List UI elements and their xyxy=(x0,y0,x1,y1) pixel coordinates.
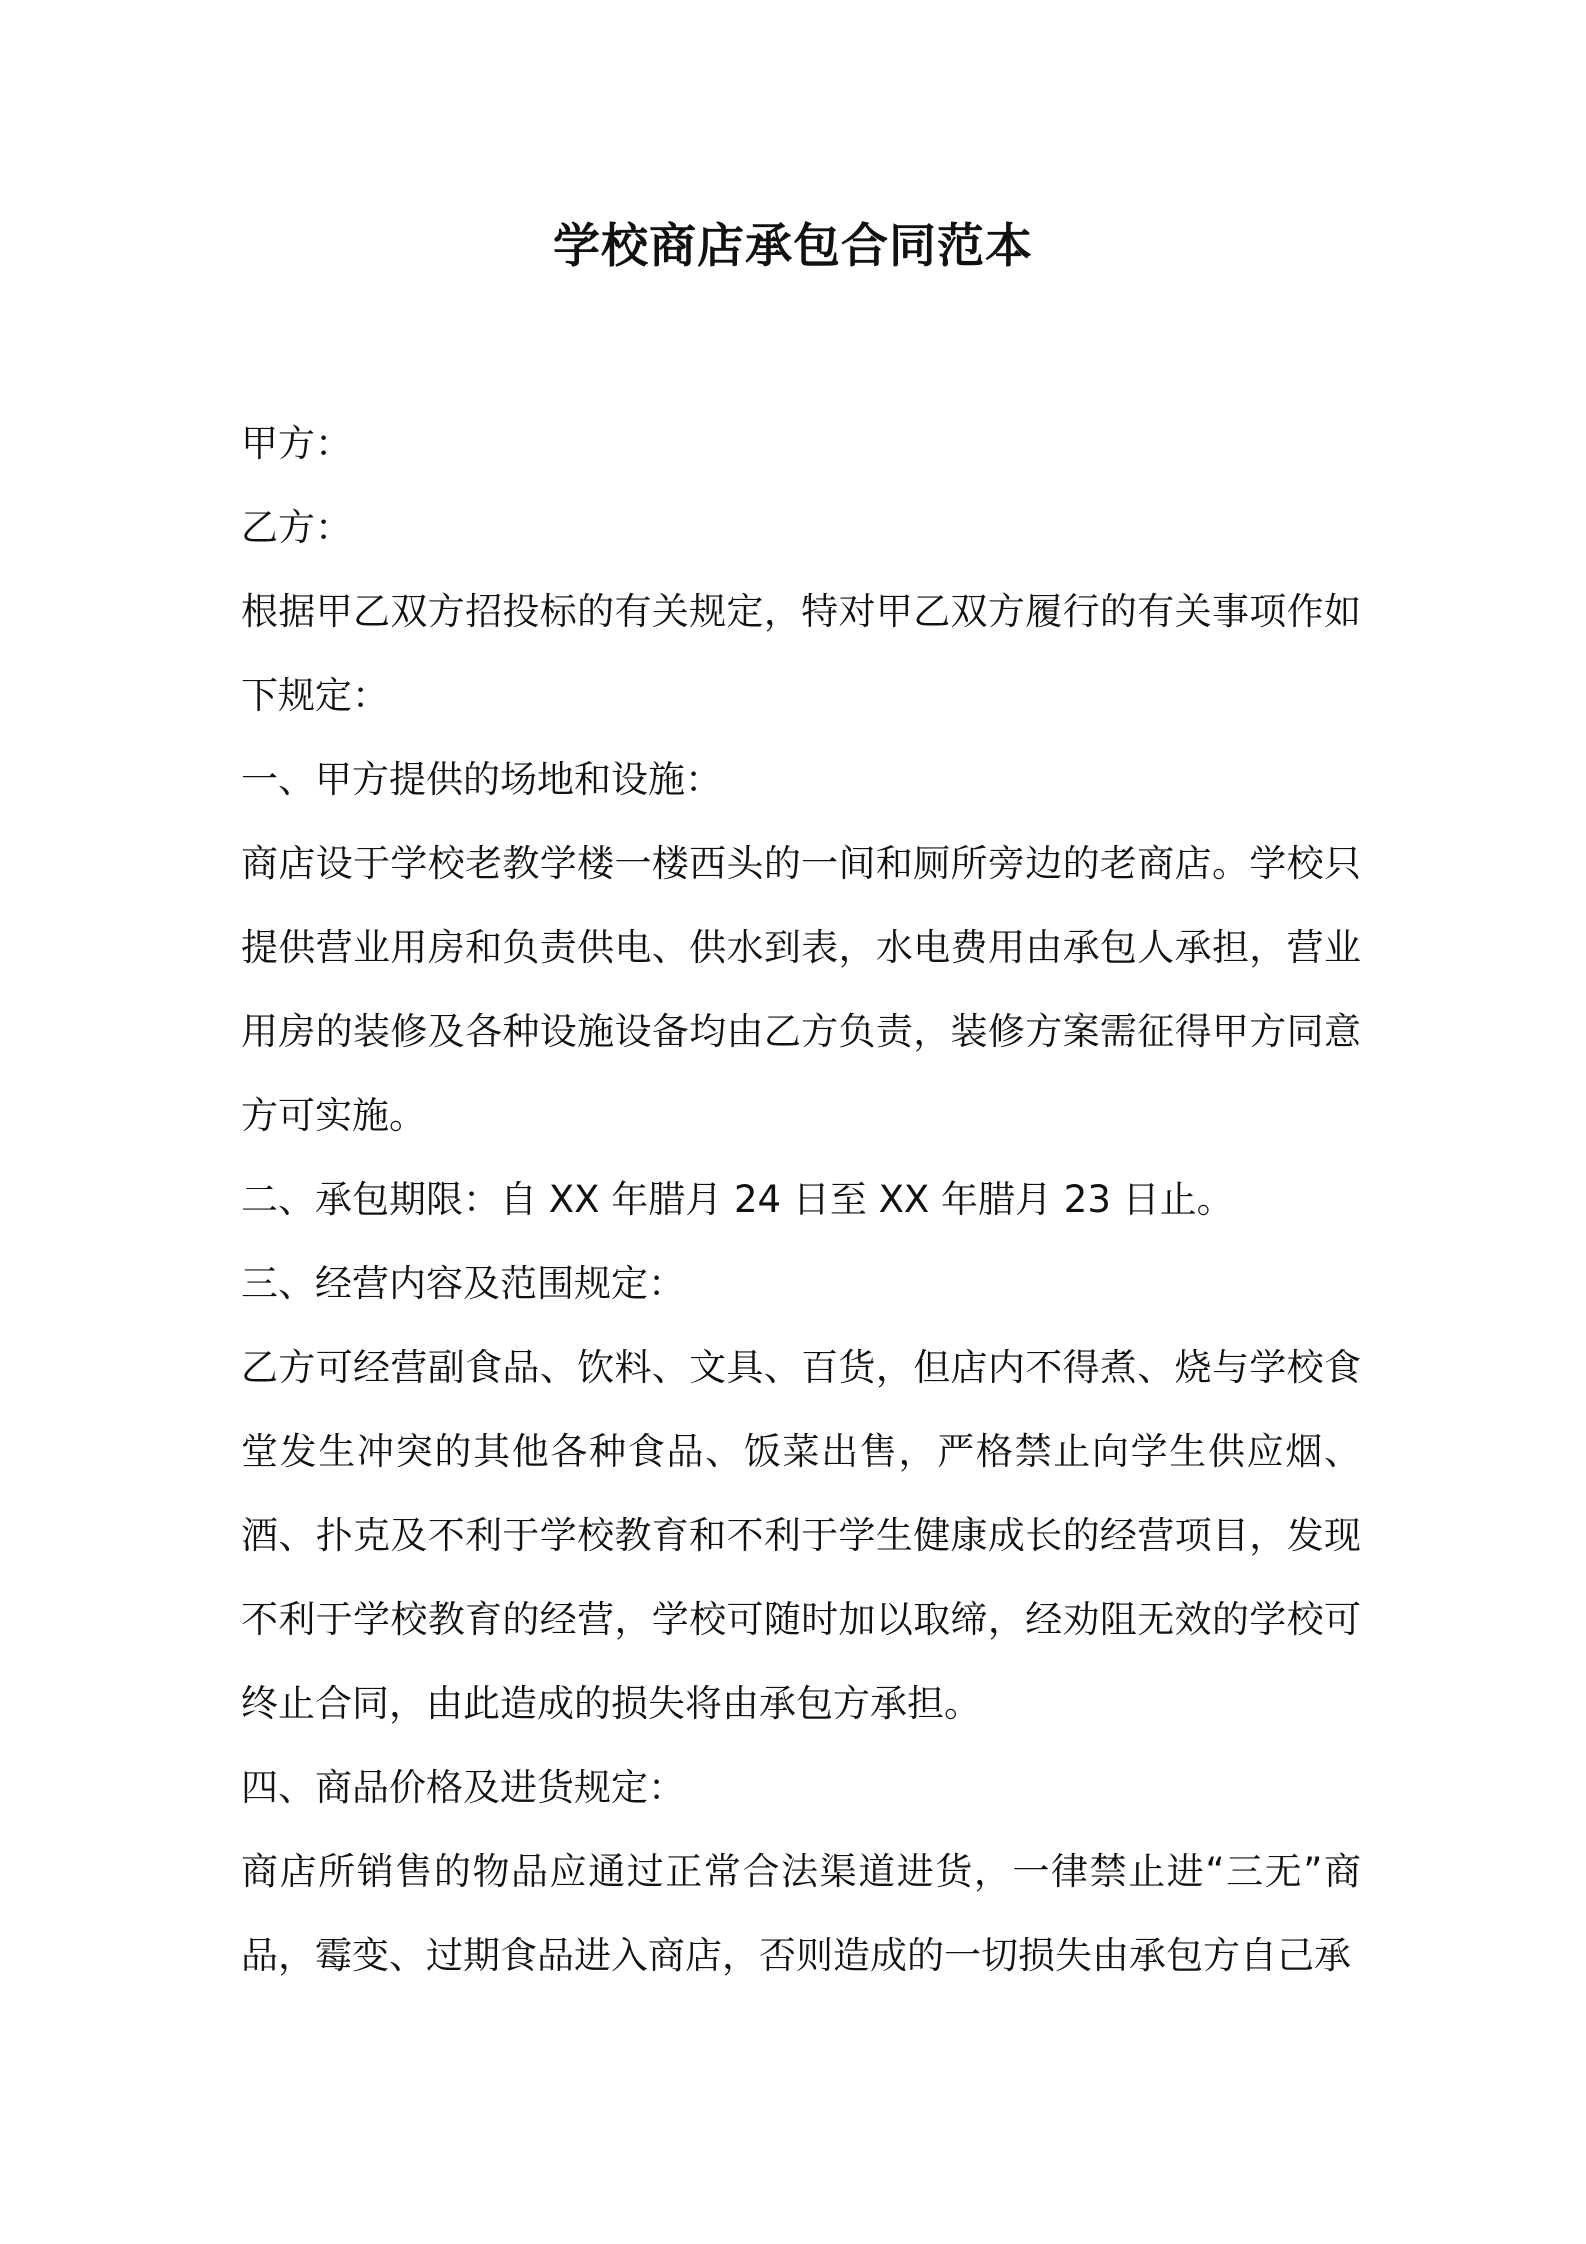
party-a-line: 甲方： xyxy=(241,422,352,465)
section-body-3: 乙方可经营副食品、饮料、文具、百货，但店内不得煮、烧与学校食堂发生冲突的其他各种食品、饭菜出售，严格禁止向学生供应烟、酒、扑克及不利于学校教育和不利于学生健康成长的经营项目，发现不利于学校教育的经营，学校可随时加以取缔，经劝阻无效的学校可终止合同，由此造成的损失将由承包方承担。 xyxy=(241,1346,1361,1725)
section-heading-4: 四、商品价格及进货规定： xyxy=(241,1766,685,1809)
party-b-line: 乙方： xyxy=(241,506,352,549)
document-title: 学校商店承包合同范本 xyxy=(553,219,1033,274)
section-heading-1: 一、甲方提供的场地和设施： xyxy=(241,758,722,801)
section-body-4: 商店所销售的物品应通过正常合法渠道进货，一律禁止进“三无”商品，霉变、过期食品进入商店，否则造成的一切损失由承包方自己承 xyxy=(241,1850,1361,1977)
document-body xyxy=(241,402,1361,1998)
preamble-paragraph: 根据甲乙双方招投标的有关规定，特对甲乙双方履行的有关事项作如下规定： xyxy=(241,590,1361,717)
section-body-1: 商店设于学校老教学楼一楼西头的一间和厕所旁边的老商店。学校只提供营业用房和负责供电、供水到表，水电费用由承包人承担，营业用房的装修及各种设施设备均由乙方负责，装修方案需征得甲方同意方可实施。 xyxy=(241,842,1361,1137)
section-heading-2: 二、承包期限：自 XX 年腊月 24 日至 XX 年腊月 23 日止。 xyxy=(241,1178,1234,1221)
section-heading-3: 三、经营内容及范围规定： xyxy=(241,1262,685,1305)
